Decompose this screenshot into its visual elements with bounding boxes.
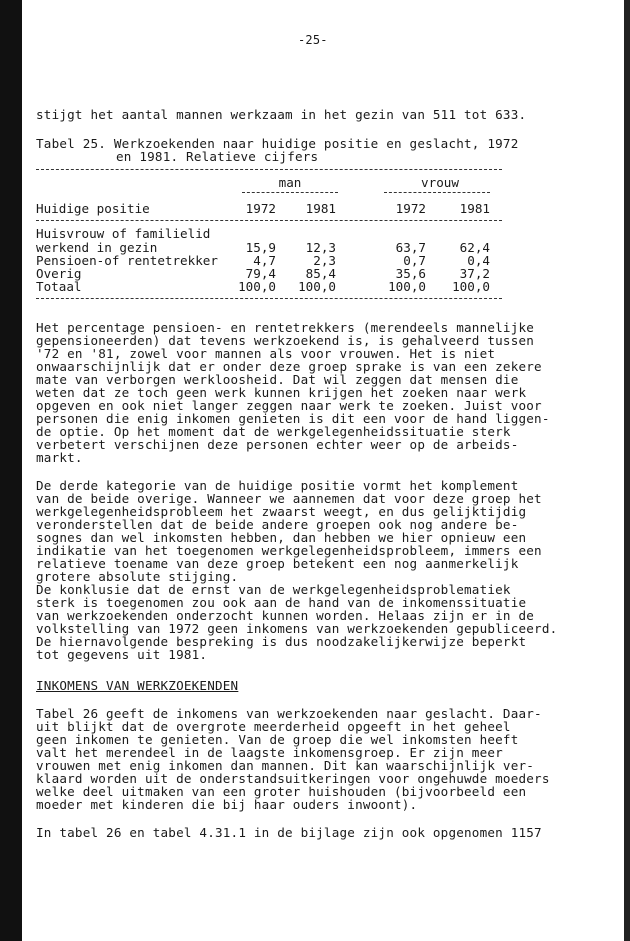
text-line: moeder met kinderen die bij haar ouders inwoont). [36,797,418,812]
text-line: tot gegevens uit 1981. [36,647,208,662]
text-line: mate van verborgen werkloosheid. Dat wil zeggen dat mensen die [36,372,519,387]
text-line: geen inkomen te genieten. Van de groep die wel inkomsten heeft [36,732,519,747]
text-line: markt. [36,450,83,465]
text-line: klaard worden uit de onderstandsuitkeringen voor ongehuwde moeders [36,771,550,786]
table-row-label: Totaal [36,279,82,294]
text-line: De konklusie dat de ernst van de werkgelegenheidsproblematiek [36,582,511,597]
text-line: uit blijkt dat de overgrote meerderheid opgeeft in het geheel [36,719,511,734]
table-row-label: Huisvrouw of familielid [36,226,211,241]
text-line: volkstelling van 1972 geen inkomens van werkzoekenden gepubliceerd. [36,621,558,636]
text-line: opgeven en ook niet langer zeggen naar werk te zoeken. Juist voor [36,398,542,413]
column-header-position: Huidige positie [36,201,150,216]
table-caption-line1: Tabel 25. Werkzoekenden naar huidige positie en geslacht, 1972 [36,136,519,151]
text-line: verbetert verschijnen deze personen echter weer op de arbeids- [36,437,519,452]
table-cell: 37,2 [459,266,490,281]
table-cell: 100,0 [238,279,276,294]
table-cell: 100,0 [388,279,426,294]
year-header: 1972 [245,201,276,216]
table-cell: 100,0 [452,279,490,294]
text-line: sterk is toegenomen zou ook aan de hand van de inkomenssituatie [36,595,527,610]
text-line: van de beide overige. Wanneer we aannemen dat voor deze groep het [36,491,542,506]
table-row-label: Pensioen-of rentetrekker [36,253,218,268]
text-line: personen die enig inkomen genieten is dit een voor de hand liggen- [36,411,550,426]
text-line: '72 en '81, zowel voor mannen als voor vrouwen. Het is niet [36,346,496,361]
text-line: De hiernavolgende bespreking is dus noodzakelijkerwijze beperkt [36,634,527,649]
text-line: veronderstellen dat de beide andere groepen ook nog andere be- [36,517,519,532]
year-header: 1981 [305,201,336,216]
last-line: In tabel 26 en tabel 4.31.1 in de bijlage zijn ook opgenomen 1157 [36,825,542,840]
intro-line: stijgt het aantal mannen werkzaam in het gezin van 511 tot 633. [36,107,527,122]
table-cell: 2,3 [313,253,336,268]
text-line: valt het merendeel in de laagste inkomensgroep. Er zijn meer [36,745,503,760]
text-line: vrouwen met enig inkomen dan mannen. Dit kan waarschijnlijk ver- [36,758,535,773]
man-subrule [242,192,338,193]
scan-right-edge [624,0,630,941]
table-caption-line2: en 1981. Relatieve cijfers [116,149,319,164]
table-bottom-rule [36,298,502,299]
year-header: 1972 [395,201,426,216]
text-line: grotere absolute stijging. [36,569,239,584]
table-cell: 62,4 [459,240,490,255]
year-header: 1981 [459,201,490,216]
table-cell: 85,4 [305,266,336,281]
text-line: onwaarschijnlijk dat er onder deze groep sprake is van een zekere [36,359,542,374]
table-cell: 0,7 [403,253,426,268]
table-cell: 35,6 [395,266,426,281]
text-line: gepensioneerden) dat tevens werkzoekend is, is gehalveerd tussen [36,333,535,348]
page-number: -25- [298,33,328,47]
text-line: Het percentage pensioen- en rentetrekkers (merendeels mannelijke [36,320,535,335]
table-cell: 100,0 [298,279,336,294]
group-header-vrouw: vrouw [421,175,459,190]
vrouw-subrule [384,192,490,193]
text-line: weten dat ze toch geen werk kunnen krijgen het zoeken naar werk [36,385,527,400]
group-header-man: man [278,175,302,190]
text-line: indikatie van het toegenomen werkgelegenheidsprobleem, immers een [36,543,542,558]
table-cell: 4,7 [253,253,276,268]
table-cell: 79,4 [245,266,276,281]
table-cell: 15,9 [245,240,276,255]
scan-binding-edge [0,0,22,941]
table-cell: 0,4 [467,253,490,268]
text-line: welke deel uitmaken van een groter huishouden (bijvoorbeeld een [36,784,527,799]
table-top-rule [36,169,502,170]
text-line: Tabel 26 geeft de inkomens van werkzoekenden naar geslacht. Daar- [36,706,542,721]
text-line: van werkzoekenden onderzocht kunnen worden. Helaas zijn er in de [36,608,535,623]
text-line: de optie. Op het moment dat de werkgelegenheidssituatie sterk [36,424,511,439]
table-row-label: Overig [36,266,82,281]
section-heading: INKOMENS VAN WERKZOEKENDEN [36,678,239,693]
text-line: De derde kategorie van de huidige positie vormt het komplement [36,478,519,493]
text-line: relatieve toename van deze groep betekent een nog aanmerkelijk [36,556,519,571]
text-line: sognes dan wel inkomsten hebben, dan hebben we hier opnieuw een [36,530,527,545]
table-row-label: werkend in gezin [36,240,158,255]
table-header-rule [36,220,502,221]
table-cell: 12,3 [305,240,336,255]
table-cell: 63,7 [395,240,426,255]
text-line: werkgelegenheidsprobleem het zwaarst weegt, en dus gelijktijdig [36,504,527,519]
